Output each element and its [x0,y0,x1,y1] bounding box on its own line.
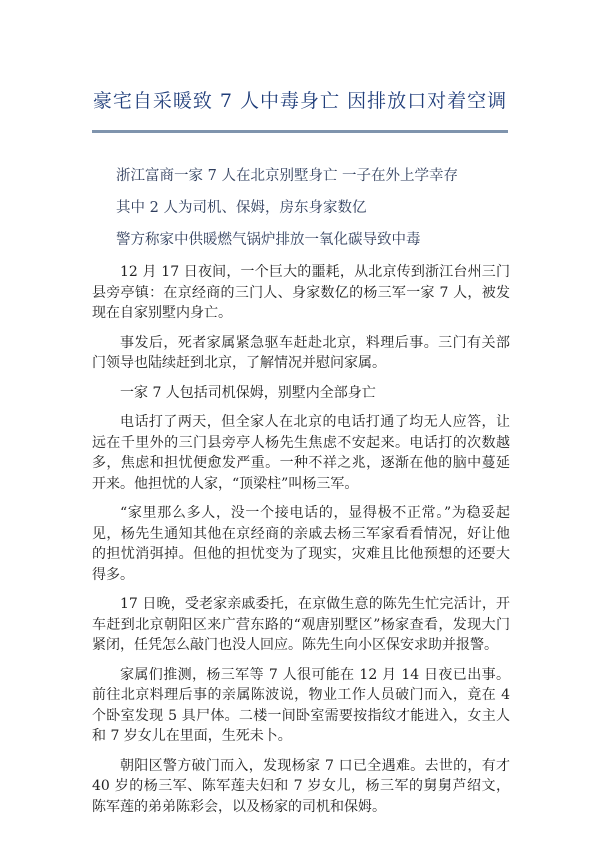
section-subheading: 一家 7 人包括司机保姆，别墅内全部身亡 [120,384,376,401]
body-paragraph: 事发后，死者家属紧急驱车赶赴北京，料理后事。三门有关部门领导也陆续赶到北京，了解情况并慰问家属。 [92,334,510,371]
body-paragraph: 家属们推测，杨三军等 7 人很可能在 12 月 14 日夜已出事。前往北京料理后事的亲属陈波说，物业工作人员破门而入，竟在 4 个卧室发现 5 具尸体。二楼一间卧室需要按指纹才能进入，女主人和 7 岁女儿在里面，生死未卜。 [92,666,510,744]
body-paragraph: 朝阳区警方破门而入，发现杨家 7 口已全遇难。去世的，有才 40 岁的杨三军、陈军莲夫妇和 7 岁女儿，杨三军的舅舅芦绍文，陈军莲的弟弟陈彩会，以及杨家的司机和保姆。 [92,757,510,815]
article-title: 豪宅自采暖致 7 人中毒身亡 因排放口对着空调 [92,90,508,112]
body-paragraph: 12 月 17 日夜间，一个巨大的噩耗，从北京传到浙江台州三门县旁亭镇：在京经商的三门人、身家数亿的杨三军一家 7 人，被发现在自家别墅内身亡。 [92,264,510,321]
summary-line: 其中 2 人为司机、保姆，房东身家数亿 [116,200,367,216]
article-body [92,262,510,826]
body-paragraph: 电话打了两天，但全家人在北京的电话打通了均无人应答，让远在千里外的三门县旁亭人杨先生焦虑不安起来。电话打的次数越多，焦虑和担忧便愈发严重。一种不祥之兆，逐渐在他的脑中蔓延开来。他担忧的人家，“顶梁柱”叫杨三军。 [92,414,510,492]
body-paragraph: “家里那么多人，没一个接电话的，显得极不正常。”为稳妥起见，杨先生通知其他在京经商的亲戚去杨三军家看看情况，好让他的担忧消弭掉。但他的担忧变为了现实，灾难且比他预想的还要大得多。 [92,505,510,583]
summary-block [116,166,516,262]
summary-line: 浙江富商一家 7 人在北京别墅身亡 一子在外上学幸存 [116,168,459,184]
title-divider [92,130,508,133]
summary-line: 警方称家中供暖燃气锅炉排放一氧化碳导致中毒 [116,232,421,248]
body-paragraph: 17 日晚，受老家亲戚委托，在京做生意的陈先生忙完活计，开车赶到北京朝阳区来广营东路的“观唐别墅区”杨家查看，发现大门紧闭，任凭怎么敲门也没人回应。陈先生向小区保安求助并报警。 [92,596,510,653]
